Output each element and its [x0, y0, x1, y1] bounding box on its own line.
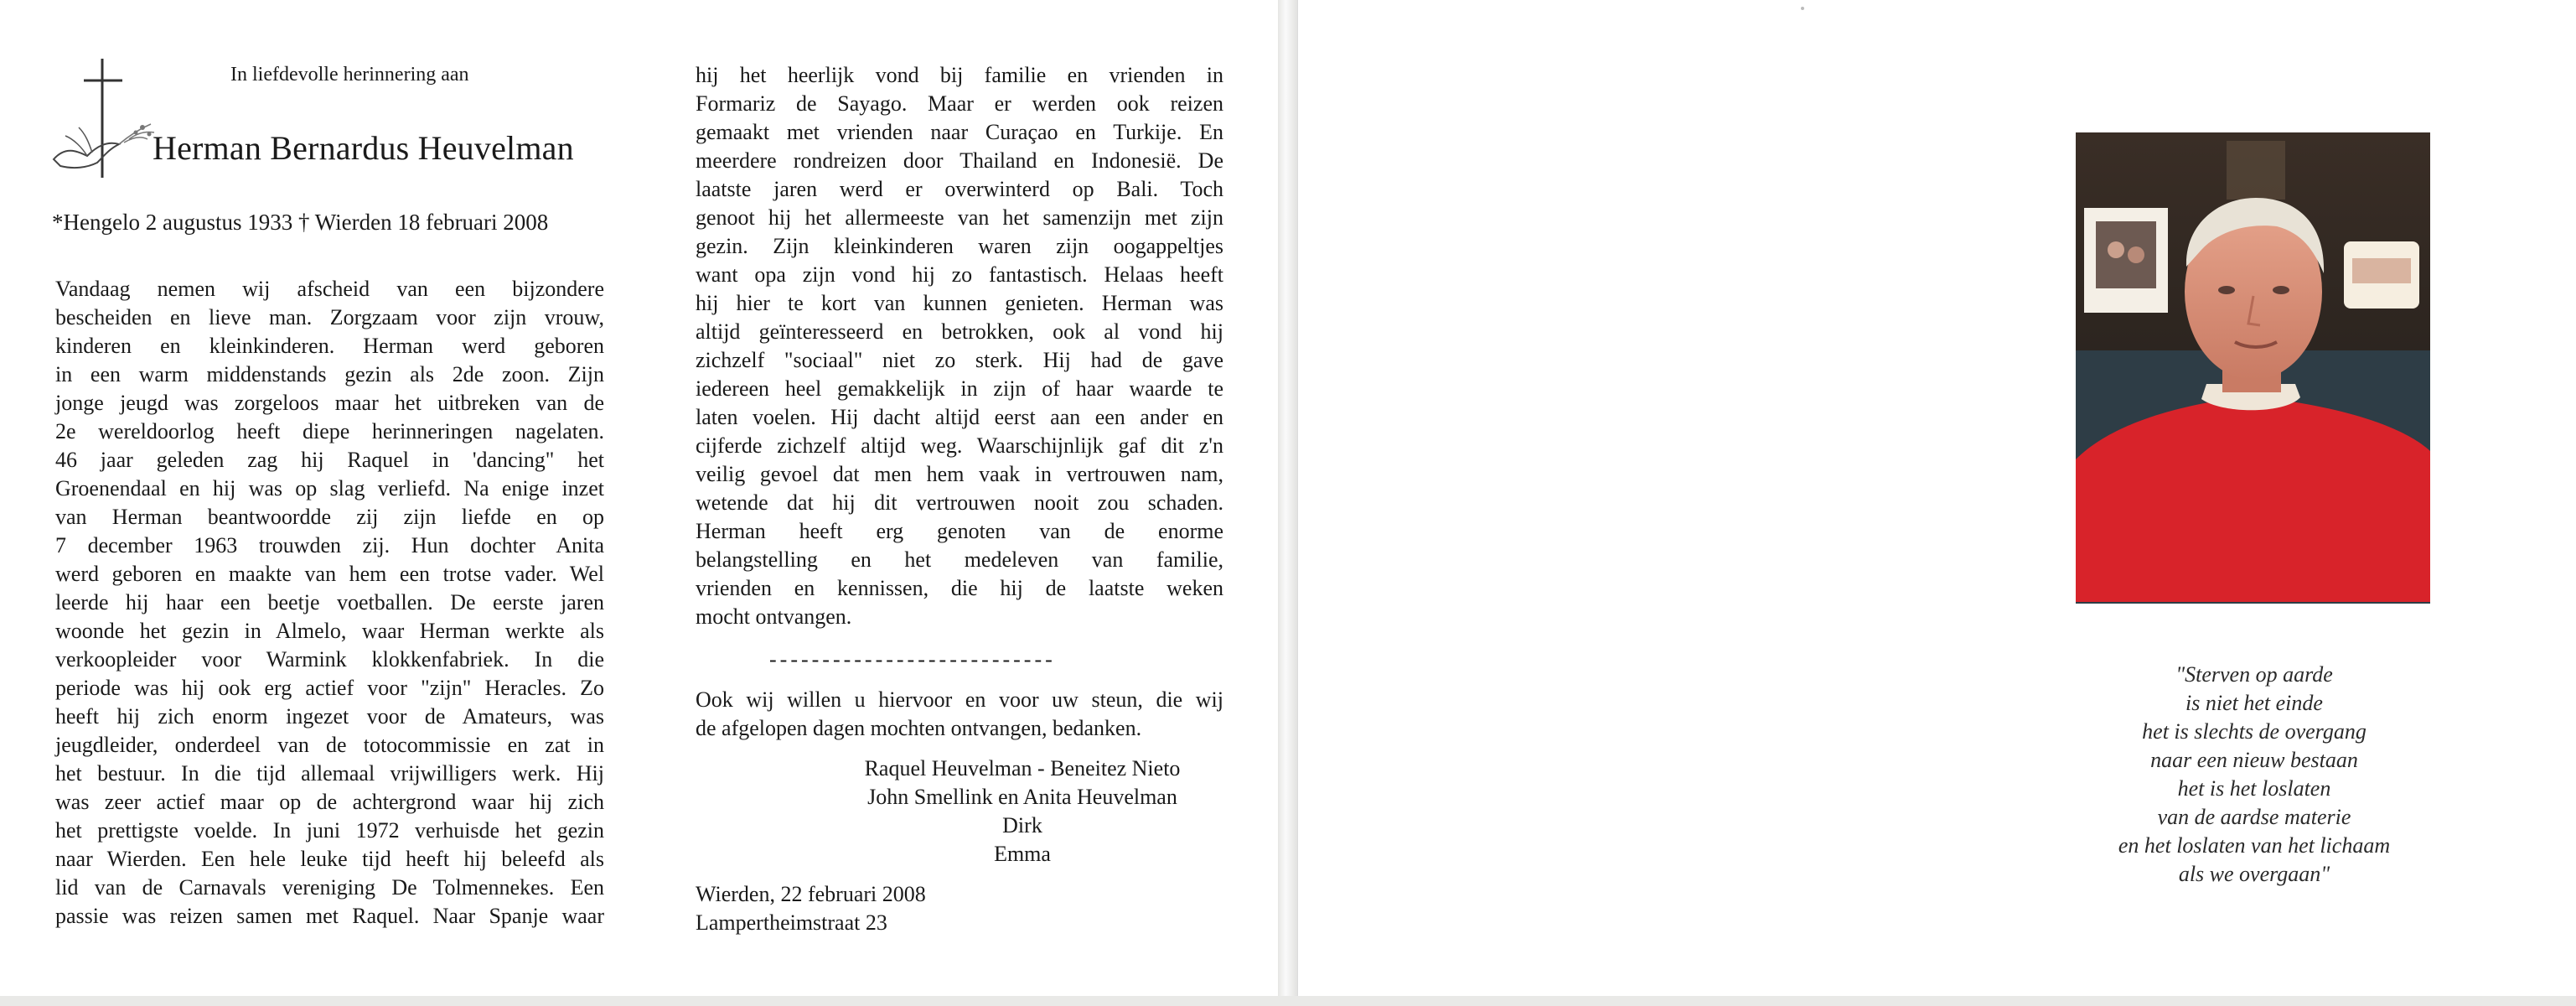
text-line: meerdere rondreizen door Thailand en Indonesië. De — [696, 148, 1223, 173]
place-and-date: Wierden, 22 februari 2008 — [696, 882, 926, 906]
memorial-poem — [2045, 661, 2464, 889]
text-line: 46 jaar geleden zag hij Raquel in 'dancing" het — [55, 448, 604, 472]
text-line: in een warm middenstands gezin als 2de zoon. Zijn — [55, 362, 604, 386]
poem-line: "Sterven op aarde — [2175, 662, 2333, 687]
text-line: jeugdleider, onderdeel van de totocommissie en zat in — [55, 733, 604, 757]
text-line: bescheiden en lieve man. Zorgzaam voor zijn vrouw, — [55, 305, 604, 329]
birth-death-dates: *Hengelo 2 augustus 1933 † Wierden 18 februari 2008 — [52, 210, 549, 235]
text-line: was zeer actief maar op de achtergrond waar hij zich — [55, 790, 604, 814]
text-line: heeft hij zich enorm ingezet voor de Amateurs, was — [55, 704, 604, 729]
text-line: genoot hij het allermeeste van het samenzijn met zijn — [696, 205, 1223, 230]
poem-line: het is slechts de overgang — [2142, 719, 2367, 744]
text-line: het prettigste voelde. In juni 1972 verhuisde het gezin — [55, 818, 604, 843]
text-line: vrienden en kennissen, die hij de laatste weken — [696, 576, 1223, 600]
bottom-edge — [0, 996, 2576, 1006]
poem-line: is niet het einde — [2185, 691, 2323, 715]
portrait-photo — [2076, 132, 2430, 604]
text-line: laten voelen. Hij dacht altijd eerst aan een ander en — [696, 405, 1223, 429]
poem-line: als we overgaan" — [2178, 862, 2330, 886]
poem-line: van de aardse materie — [2157, 805, 2351, 829]
text-line: veilig gevoel dat men hem vaak in vertrouwen nam, — [696, 462, 1223, 486]
address: Lampertheimstraat 23 — [696, 910, 887, 935]
text-line: belangstelling en het medeleven van familie, — [696, 547, 1223, 572]
text-line: gezin. Zijn kleinkinderen waren zijn oogappeltjes — [696, 234, 1223, 258]
text-line: Vandaag nemen wij afscheid van een bijzondere — [55, 277, 604, 301]
text-line: Herman heeft erg genoten van de enorme — [696, 519, 1223, 543]
text-line: gemaakt met vrienden naar Curaçao en Turkije. En — [696, 120, 1223, 144]
paper-speck — [1801, 7, 1804, 10]
text-line: passie was reizen samen met Raquel. Naar Spanje waar — [55, 904, 604, 928]
thanks-paragraph — [696, 686, 1223, 743]
cross-with-dove-icon — [49, 52, 166, 186]
text-line: want opa zijn vond hij zo fantastisch. Helaas heeft — [696, 262, 1223, 287]
text-line: Formariz de Sayago. Maar er werden ook reizen — [696, 91, 1223, 116]
text-line: naar Wierden. Een hele leuke tijd heeft hij beleefd als — [55, 847, 604, 871]
text-line: leerde hij haar een beetje voetballen. De eerste jaren — [55, 590, 604, 614]
text-line: verkoopleider voor Warmink klokkenfabriek. In die — [55, 647, 604, 672]
text-line: periode was hij ook erg actief voor "zijn" Heracles. Zo — [55, 676, 604, 700]
text-line: Groenendaal en hij was op slag verliefd. Na enige inzet — [55, 476, 604, 500]
family-member: Dirk — [1002, 813, 1042, 837]
text-line: van Herman beantwoordde zij zijn liefde en op — [55, 505, 604, 529]
family-member: Emma — [994, 842, 1051, 866]
poem-line: het is het loslaten — [2177, 776, 2331, 801]
card-fold — [1278, 0, 1297, 1006]
left-page — [0, 0, 1278, 996]
poem-line: en het loslaten van het lichaam — [2118, 833, 2391, 858]
text-line: de afgelopen dagen mochten ontvangen, bedanken. — [696, 716, 1142, 740]
intro-text: In liefdevolle herinnering aan — [230, 64, 469, 86]
text-line: het bestuur. In die tijd allemaal vrijwilligers werk. Hij — [55, 761, 604, 786]
text-line: laatste jaren werd er overwinterd op Bali. Toch — [696, 177, 1223, 201]
text-line: iedereen heel gemakkelijk in zijn of haar waarde te — [696, 376, 1223, 401]
text-line: woonde het gezin in Almelo, waar Herman werkte als — [55, 619, 604, 643]
portrait-image — [2076, 132, 2430, 604]
family-member: Raquel Heuvelman - Beneitez Nieto — [864, 756, 1181, 780]
text-line: werd geboren en maakte van hem een trotse vader. Wel — [55, 562, 604, 586]
text-line: hij hier te kort van kunnen genieten. Herman was — [696, 291, 1223, 315]
text-line: 2e wereldoorlog heeft diepe herinneringen nagelaten. — [55, 419, 604, 443]
biography-column-2 — [696, 61, 1223, 631]
text-line: zichzelf "sociaal" niet zo sterk. Hij had de gave — [696, 348, 1223, 372]
biography-column-1 — [55, 275, 604, 931]
dashed-separator: --------------------------- — [769, 647, 1056, 672]
text-line: hij het heerlijk vond bij familie en vrienden in — [696, 63, 1223, 87]
text-line: wetende dat hij dit vertrouwen nooit zou schaden. — [696, 490, 1223, 515]
text-line: lid van de Carnavals vereniging De Tolmennekes. Een — [55, 875, 604, 900]
deceased-name: Herman Bernardus Heuvelman — [153, 129, 574, 167]
text-line: cijferde zichzelf altijd weg. Waarschijnlijk gaf dit z'n — [696, 433, 1223, 458]
family-names — [779, 754, 1265, 869]
text-line: 7 december 1963 trouwden zij. Hun dochter Anita — [55, 533, 604, 557]
text-line: jonge jeugd was zorgeloos maar het uitbreken van de — [55, 391, 604, 415]
text-line: mocht ontvangen. — [696, 604, 852, 629]
text-line: Ook wij willen u hiervoor en voor uw steun, die wij — [696, 687, 1223, 712]
text-line: altijd geïnteresseerd en betrokken, ook al vond hij — [696, 319, 1223, 344]
poem-line: naar een nieuw bestaan — [2150, 748, 2358, 772]
family-member: John Smellink en Anita Heuvelman — [867, 785, 1177, 809]
text-line: kinderen en kleinkinderen. Herman werd geboren — [55, 334, 604, 358]
